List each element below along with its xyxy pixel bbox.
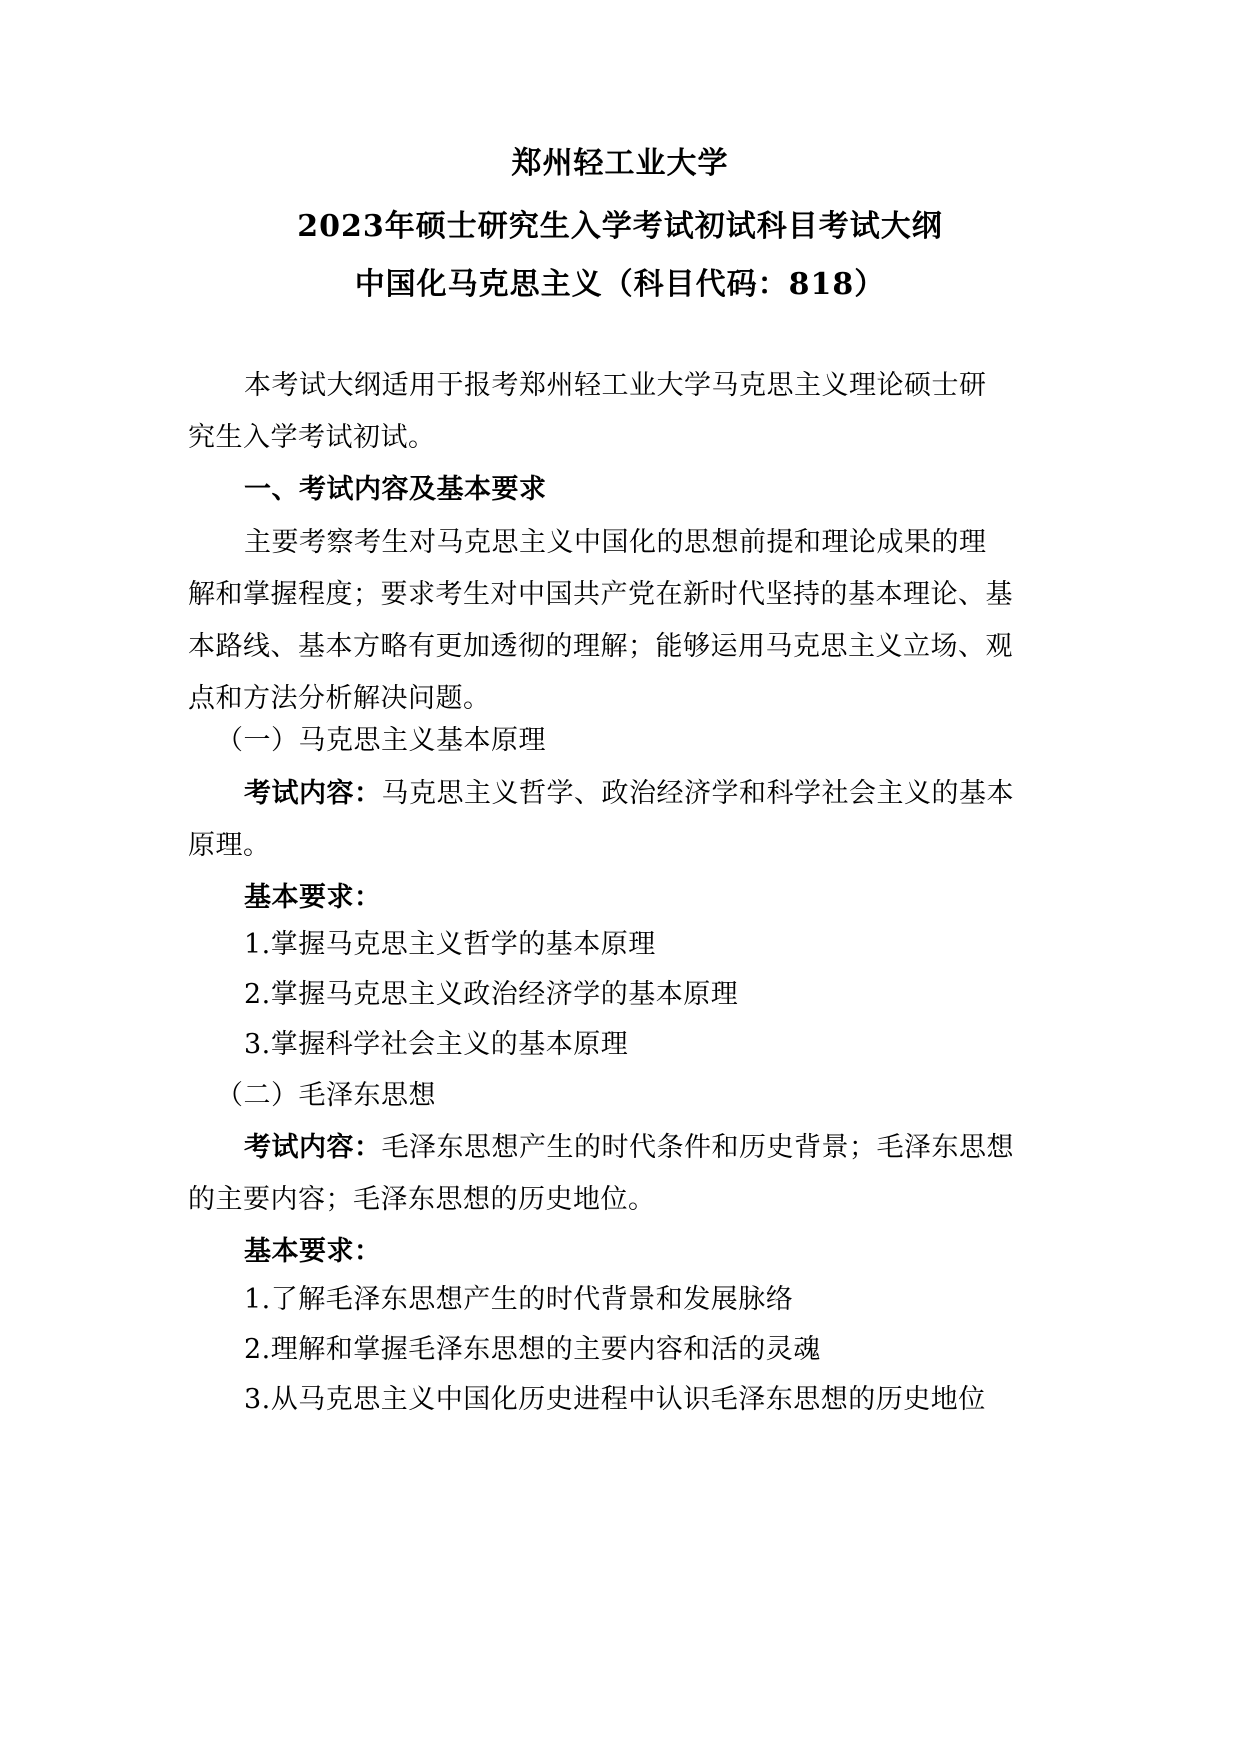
intro-line-2: 究生入学考试初试。 — [188, 422, 436, 453]
university-title: 郑州轻工业大学 — [511, 146, 729, 181]
section-para-line-2: 解和掌握程度；要求考生对中国共产党在新时代坚持的基本理论、基 — [188, 579, 1013, 610]
subsection-1-content-line-1 — [244, 774, 1014, 814]
subsection-2-content-line-1 — [244, 1128, 1014, 1168]
subsection-2-content-line-2: 的主要内容；毛泽东思想的历史地位。 — [188, 1184, 656, 1215]
section-para-line-4: 点和方法分析解决问题。 — [188, 683, 491, 714]
subsection-2-requirement-3: 3.从马克思主义中国化历史进程中认识毛泽东思想的历史地位 — [244, 1384, 986, 1415]
exam-title: 2023年硕士研究生入学考试初试科目考试大纲 — [297, 209, 943, 244]
content-text: 毛泽东思想产生的时代条件和历史背景；毛泽东思想 — [381, 1132, 1014, 1163]
subsection-1-requirement-2: 2.掌握马克思主义政治经济学的基本原理 — [244, 979, 739, 1010]
subsection-1-requirement-3: 3.掌握科学社会主义的基本原理 — [244, 1029, 629, 1060]
subsection-1-requirement-1: 1.掌握马克思主义哲学的基本原理 — [244, 929, 656, 960]
subject-title: 中国化马克思主义（科目代码：818） — [354, 267, 886, 302]
subsection-1-content-line-2: 原理。 — [188, 830, 271, 861]
intro-line-1: 本考试大纲适用于报考郑州轻工业大学马克思主义理论硕士研 — [244, 370, 987, 401]
section-para-line-3: 本路线、基本方略有更加透彻的理解；能够运用马克思主义立场、观 — [188, 631, 1013, 662]
section-heading: 一、考试内容及基本要求 — [244, 474, 547, 505]
subsection-2-requirement-2: 2.理解和掌握毛泽东思想的主要内容和活的灵魂 — [244, 1334, 821, 1365]
content-label: 考试内容： — [244, 1132, 382, 1163]
subsection-2-requirement-1: 1.了解毛泽东思想产生的时代背景和发展脉络 — [244, 1284, 794, 1315]
subsection-1-requirements-label: 基本要求： — [244, 882, 382, 913]
content-label: 考试内容： — [244, 778, 382, 809]
section-para-line-1: 主要考察考生对马克思主义中国化的思想前提和理论成果的理 — [244, 527, 987, 558]
subsection-2-heading: （二）毛泽东思想 — [216, 1080, 436, 1111]
subsection-1-heading: （一）马克思主义基本原理 — [216, 725, 546, 756]
subsection-2-requirements-label: 基本要求： — [244, 1236, 382, 1267]
content-text: 马克思主义哲学、政治经济学和科学社会主义的基本 — [381, 778, 1014, 809]
